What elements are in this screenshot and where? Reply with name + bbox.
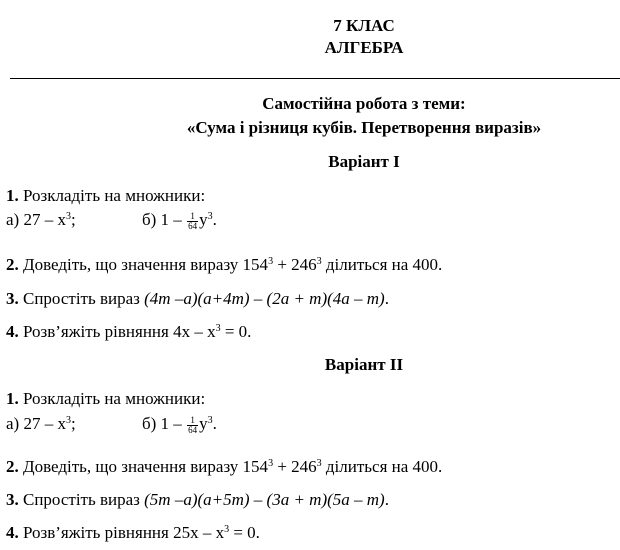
task-text: = 0.: [229, 523, 260, 542]
task-text: + 246: [273, 457, 317, 476]
grade-heading: 7 КЛАС: [333, 16, 395, 35]
task-number: 3.: [6, 289, 19, 308]
task-text: Розкладіть на множники:: [23, 186, 206, 205]
exponent: 3: [316, 458, 322, 469]
subtask-b: б) 1 –: [142, 414, 182, 433]
variant-2-task-3: [6, 490, 389, 510]
variant-1-title: Варіант І: [328, 152, 400, 171]
variant-1-task-3: [6, 289, 389, 309]
variant-2-task-4: [6, 523, 260, 543]
task-text: Розкладіть на множники:: [23, 389, 206, 408]
punct: ;: [70, 210, 76, 229]
task-number: 4.: [6, 322, 19, 341]
task-number: 2.: [6, 255, 19, 274]
punct: .: [212, 210, 217, 229]
task-text: ділиться на 400.: [321, 457, 443, 476]
variant-1-task-4: [6, 322, 251, 342]
task-text: Доведіть, що значення виразу 154: [23, 255, 269, 274]
variant-1-task-1b: [142, 210, 217, 231]
task-text: ділиться на 400.: [321, 255, 443, 274]
task-text: Спростіть вираз: [23, 490, 145, 509]
variant-2-task-2: [6, 457, 442, 477]
fraction: [187, 212, 198, 231]
fraction-denominator: 64: [188, 424, 198, 435]
variant-1-task-2: [6, 255, 442, 275]
punct: .: [384, 289, 389, 308]
exponent: 3: [215, 323, 221, 334]
task-text: Розв’яжіть рівняння 25x – x: [23, 523, 225, 542]
exponent: 3: [316, 256, 322, 267]
task-number: 3.: [6, 490, 19, 509]
variant-2-task-1: [6, 389, 205, 409]
fraction: [187, 416, 198, 435]
punct: .: [212, 414, 217, 433]
task-number: 4.: [6, 523, 19, 542]
task-text: = 0.: [220, 322, 252, 341]
punct: .: [384, 490, 389, 509]
fraction-denominator: 64: [188, 220, 198, 231]
subtask-a: а) 27 – x: [6, 210, 66, 229]
work-title-line1: Самостійна робота з теми:: [262, 94, 466, 113]
task-number: 2.: [6, 457, 19, 476]
task-text: Доведіть, що значення виразу 154: [23, 457, 269, 476]
exponent: 3: [207, 415, 213, 426]
variant-2-task-1b: [142, 414, 217, 435]
variant-2-title: Варіант ІІ: [324, 355, 404, 374]
task-number: 1.: [6, 186, 19, 205]
variant-1-task-1a: [6, 210, 76, 230]
exponent: 3: [268, 256, 274, 267]
variable: y: [199, 414, 208, 433]
exponent: 3: [65, 211, 71, 222]
subject-heading: АЛГЕБРА: [324, 38, 404, 57]
expression: (4m –a)(a+4m) – (2a + m)(4a – m): [144, 289, 385, 308]
divider: [10, 78, 620, 79]
variable: y: [199, 210, 208, 229]
exponent: 3: [65, 415, 71, 426]
punct: ;: [70, 414, 76, 433]
task-text: Спростіть вираз: [23, 289, 145, 308]
work-title-line2: «Сума і різниця кубів. Перетворення виразів»: [186, 118, 542, 137]
exponent: 3: [207, 211, 213, 222]
task-number: 1.: [6, 389, 19, 408]
task-text: Розв’яжіть рівняння 4x – x: [23, 322, 216, 341]
task-text: + 246: [273, 255, 317, 274]
exponent: 3: [268, 458, 274, 469]
subtask-b: б) 1 –: [142, 210, 182, 229]
fraction-numerator: 1: [187, 416, 198, 426]
variant-2-task-1a: [6, 414, 76, 434]
fraction-numerator: 1: [187, 212, 198, 222]
subtask-a: а) 27 – x: [6, 414, 66, 433]
expression: (5m –a)(a+5m) – (3a + m)(5a – m): [144, 490, 385, 509]
exponent: 3: [224, 524, 230, 535]
variant-1-task-1: [6, 186, 205, 206]
